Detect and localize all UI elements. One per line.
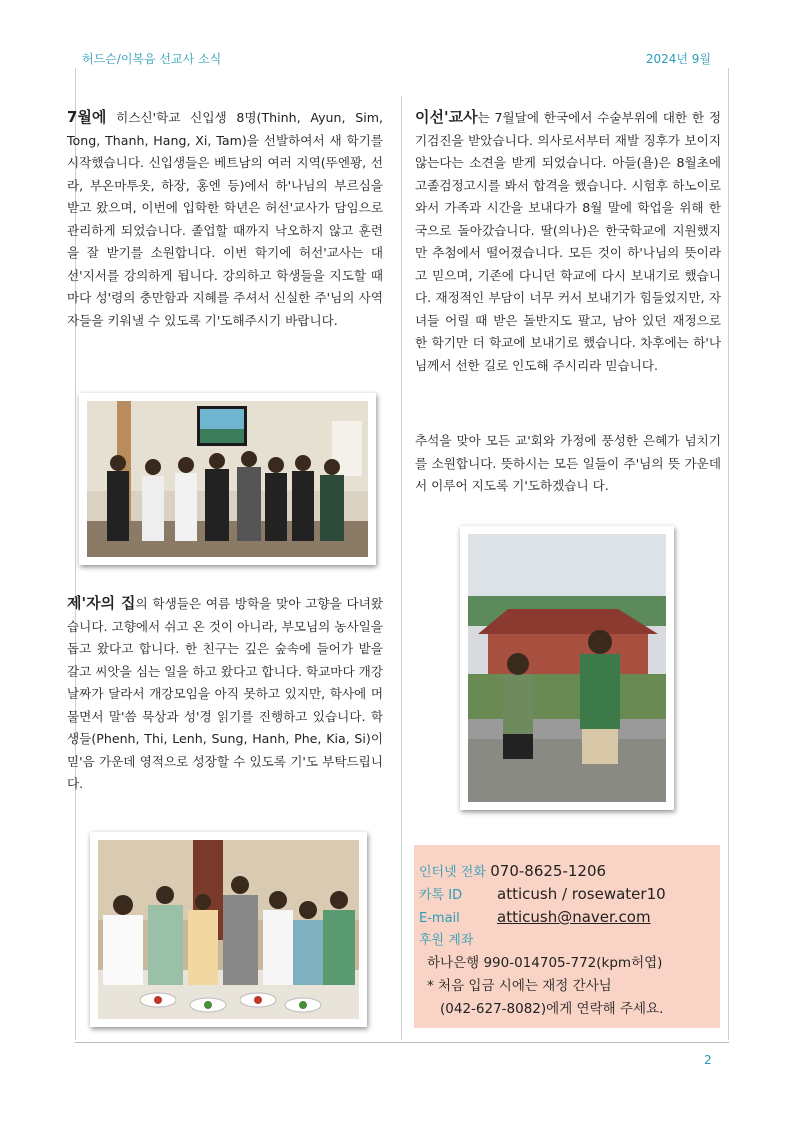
paragraph-text: 의 학생들은 여름 방학을 맞아 고향을 다녀왔습니다. 고향에서 쉬고 온 것이 아니라, 부모님의 농사일을 돕고 왔다고 합니다. 한 친구는 깊은 숲속에 들어가 밭을 갈고 씨앗을 심는 일을 하고 왔다고 합니다. 학교마다 개강 날짜가 달라서 개강모임을 아직 못하고 있지만, 학사에 머물면서 말'씀 묵상과 성'경 읽기를 진행하고 있습니다. 학생들(Phenh, Thi, Lenh, Sung, Hanh, Phe, Kia, Si)이 믿'음 가운데 영적으로 성장할 수 있도록 기'도 부탁드립니다. xyxy=(67,596,384,791)
contact-email-row xyxy=(419,906,720,929)
contact-account-label-row xyxy=(419,929,720,952)
paragraph-disciple-house xyxy=(67,592,383,796)
page-number: 2 xyxy=(704,1053,712,1067)
paragraph-family-news xyxy=(415,106,721,377)
photo-children xyxy=(460,526,674,810)
paragraph-lead: 이선'교사 xyxy=(415,108,478,126)
photo-new-students xyxy=(79,393,376,565)
contact-note-row-2 xyxy=(419,998,720,1021)
paragraph-lead: 제'자의 집 xyxy=(67,594,136,612)
paragraph-new-students xyxy=(67,106,383,332)
contact-phone-row xyxy=(419,860,720,883)
footer-rule xyxy=(75,1042,729,1043)
contact-note-line1: * 처음 입금 시에는 재정 간사님 xyxy=(427,978,612,994)
contact-note-row xyxy=(419,975,720,998)
account-label: 후원 계좌 xyxy=(419,933,474,948)
contact-info-box xyxy=(414,845,720,1028)
contact-note-line2: (042-627-8082)에게 연락해 주세요. xyxy=(440,1001,664,1017)
children-photo-image xyxy=(468,534,666,802)
photo-disciple-house xyxy=(90,832,367,1027)
kakao-id: atticush / rosewater10 xyxy=(497,885,666,903)
email-label: E-mail xyxy=(419,911,460,926)
header-date: 2024년 9월 xyxy=(645,52,711,66)
group-photo-image xyxy=(87,401,368,557)
paragraph-text: 히스신'학교 신입생 8명(Thinh, Ayun, Sim, Tong, Thanh, Hang, Xi, Tam)을 선발하여서 새 학기를 시작했습니다. 신입생들은 베트남의 여러 지역(뚜엔꽝, 선라, 부온마투옷, 하장, 홍엔 등)에서 하'나님의 부르심을 받고 왔으며, 이번에 입학한 학년은 허선'교사가 담임으로 관리하게 되었습니다. 졸업할 때까지 낙오하지 않고 훈련을 잘 받기를 소원합니다. 이번 학기에 허선'교사는 대선'지서를 강의하게 됩니다. 강의하고 학생들을 지도할 때마다 성'령의 충만함과 지혜를 주셔서 신실한 주'님의 사역자들을 키워낼 수 있도록 기'도해주시기 바랍니다. xyxy=(67,110,383,328)
email-link[interactable]: atticush@naver.com xyxy=(497,908,651,926)
phone-number: 070-8625-1206 xyxy=(490,862,607,880)
kakao-label: 카톡 ID xyxy=(419,888,463,903)
paragraph-chuseok-greeting xyxy=(415,430,721,498)
paragraph-text: 는 7월달에 한국에서 수술부위에 대한 한 정기검진을 받았습니다. 의사로서부터 재발 징후가 보이지 않는다는 소견을 받게 되었습니다. 아들(욜)은 8월초에 고졸검정고시를 봐서 합격을 했습니다. 시험후 하노이로 와서 가족과 시간을 보내다가 8월 말에 학업을 위해 한국으로 돌아갔습니다. 딸(의나)은 한국학교에 지원했지만 추첨에서 떨어졌습니다. 모든 것이 하'나님의 뜻이라고 믿으며, 기존에 다니던 학교에 다시 보내기로 했습니다. 재정적인 부담이 너무 커서 보내기가 힘들었지만, 자녀들 어릴 때 받은 돌반지도 팔고, 남아 있던 재정으로 한 학기만 더 학교에 보내기로 했습니다. 차후에는 하'나님께서 선한 길로 인도해 주시리라 믿습니다. xyxy=(415,110,721,373)
paragraph-lead: 7월에 xyxy=(67,108,107,126)
paragraph-text: 추석을 맞아 모든 교'회와 가정에 풍성한 은혜가 넘치기를 소원합니다. 뜻하시는 모든 일들이 주'님의 뜻 가운데서 이루어 지도록 기'도하겠습니 다. xyxy=(415,433,721,493)
account-number: 하나은행 990-014705-772(kpm허엽) xyxy=(427,955,663,971)
column-divider-center xyxy=(401,96,402,1040)
column-divider-right xyxy=(728,68,729,1040)
header-title: 허드슨/이복음 선교사 소식 xyxy=(82,52,222,66)
phone-label: 인터넷 전화 xyxy=(419,865,486,880)
contact-account-row xyxy=(419,952,720,975)
dinner-photo-image xyxy=(98,840,359,1019)
contact-kakao-row xyxy=(419,883,720,906)
